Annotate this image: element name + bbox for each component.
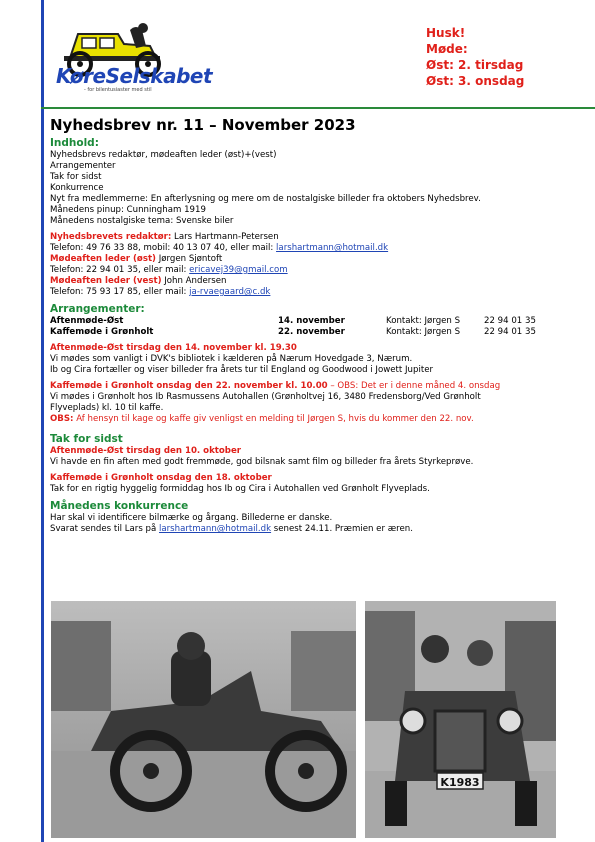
toc-item: Konkurrence	[50, 183, 104, 193]
contact-name: John Andersen	[161, 276, 227, 286]
event-date: 22. november	[278, 327, 345, 337]
left-border-line	[41, 0, 44, 842]
obs-text: Af hensyn til kage og kaffe giv venligst en melding til Jørgen S, hvis du kommer den 22. nov.	[73, 414, 474, 424]
event-phone: 22 94 01 35	[484, 316, 536, 326]
event-row	[50, 327, 590, 338]
reminder-line: Øst: 2. tirsdag	[426, 58, 524, 72]
event2-title: Kaffemøde i Grønholt onsdag den 22. november kl. 10.00	[50, 381, 328, 391]
toc-item: Månedens pinup: Cunningham 1919	[50, 205, 206, 215]
contact-phone: Telefon: 75 93 17 85, eller mail:	[50, 287, 190, 297]
reminder-line: Øst: 3. onsdag	[426, 74, 525, 88]
contact-phone: Telefon: 49 76 33 88, mobil: 40 13 07 40, eller mail:	[50, 243, 277, 253]
contest-line1: Har skal vi identificere bilmærke og årgang. Billederne er danske.	[50, 513, 333, 523]
contact-email-link[interactable]: ja-rvaegaard@c.dk	[189, 287, 271, 297]
event-contact: Kontakt: Jørgen S	[386, 327, 461, 337]
newsletter-title: Nyhedsbrev nr. 11 – November 2023	[50, 116, 356, 134]
toc-item: Arrangementer	[50, 161, 116, 171]
contact-email-link[interactable]: ericavej39@gmail.com	[189, 265, 288, 275]
license-plate: K1983	[440, 776, 480, 789]
contact-phone: Telefon: 22 94 01 35, eller mail:	[50, 265, 190, 275]
contact-email-link[interactable]: larshartmann@hotmail.dk	[276, 243, 389, 253]
event1-line: Ib og Cira fortæller og viser billeder fra årets tur til England og Goodwood i Jowett Jupiter	[50, 365, 434, 375]
header-divider	[41, 107, 595, 109]
thanks-item2-title: Kaffemøde i Grønholt onsdag den 18. oktober	[50, 473, 272, 483]
thanks-item1-text: Vi havde en fin aften med godt fremmøde, god bilsnak samt film og billeder fra årets Styrkeprøve.	[50, 457, 474, 467]
contact-name: Lars Hartmann-Petersen	[171, 232, 279, 242]
contact-role: Nyhedsbrevets redaktør:	[50, 232, 172, 242]
contact-name: Jørgen Sjøntoft	[156, 254, 223, 264]
logo-subtitle: - for bilentusiaster med stil	[84, 87, 152, 93]
event2-obs	[50, 414, 590, 425]
toc-heading: Indhold:	[50, 137, 99, 149]
contact-east	[50, 254, 590, 265]
vintage-car-photo-front	[365, 601, 556, 838]
contact-role: Mødeaften leder (øst)	[50, 254, 156, 264]
obs-label: OBS:	[50, 414, 74, 424]
reminder-line: Møde:	[426, 42, 468, 56]
event-name: Kaffemøde i Grønholt	[50, 327, 154, 337]
contact-editor	[50, 232, 590, 243]
contact-editor-phone	[50, 243, 590, 254]
toc-item: Nyhedsbrevs redaktør, mødeaften leder (øst)+(vest)	[50, 150, 277, 160]
event2-line: Vi mødes i Grønholt hos Ib Rasmussens Autohallen (Grønholtvej 16, 3480 Fredensborg/Ved Grønholt	[50, 392, 481, 402]
newsletter-body	[50, 113, 590, 535]
event-contact: Kontakt: Jørgen S	[386, 316, 461, 326]
toc-item: Månedens nostalgiske tema: Svenske biler	[50, 216, 234, 226]
contact-west-phone	[50, 287, 590, 298]
event-name: Aftenmøde-Øst	[50, 316, 124, 326]
event2-obs-inline: – OBS: Det er i denne måned 4. onsdag	[327, 381, 501, 391]
contest-email-link[interactable]: larshartmann@hotmail.dk	[159, 524, 272, 534]
reminder-box	[426, 25, 524, 89]
contest-line2	[50, 524, 590, 535]
contest-photos	[51, 601, 556, 838]
event-date: 14. november	[278, 316, 345, 326]
event1-title: Aftenmøde-Øst tirsdag den 14. november kl. 19.30	[50, 343, 297, 353]
contact-west	[50, 276, 590, 287]
toc-item: Nyt fra medlemmerne: En afterlysning og mere om de nostalgiske billeder fra oktobers Nyhedsbrev.	[50, 194, 481, 204]
event-phone: 22 94 01 35	[484, 327, 536, 337]
contest-post: senest 24.11. Præmien er æren.	[271, 524, 413, 534]
thanks-item1-title: Aftenmøde-Øst tirsdag den 10. oktober	[50, 446, 242, 456]
reminder-line: Husk!	[426, 26, 466, 40]
contest-pre: Svarat sendes til Lars på	[50, 524, 159, 534]
contact-east-phone	[50, 265, 590, 276]
toc-item: Tak for sidst	[50, 172, 102, 182]
event1-line: Vi mødes som vanligt i DVK's bibliotek i kælderen på Nærum Hovedgade 3, Nærum.	[50, 354, 413, 364]
thanks-item2-text: Tak for en rigtig hyggelig formiddag hos Ib og Cira i Autohallen ved Grønholt Flyveplads.	[50, 484, 430, 494]
thanks-heading: Tak for sidst	[50, 433, 123, 445]
vintage-car-photo-side	[51, 601, 356, 838]
event-row	[50, 316, 590, 327]
event2-title-line	[50, 381, 590, 392]
events-heading: Arrangementer:	[50, 303, 145, 315]
event2-line: Flyveplads) kl. 10 til kaffe.	[50, 403, 164, 413]
contest-heading: Månedens konkurrence	[50, 500, 189, 512]
logo-title: KøreSelskabet	[56, 64, 213, 88]
contact-role: Mødeaften leder (vest)	[50, 276, 162, 286]
